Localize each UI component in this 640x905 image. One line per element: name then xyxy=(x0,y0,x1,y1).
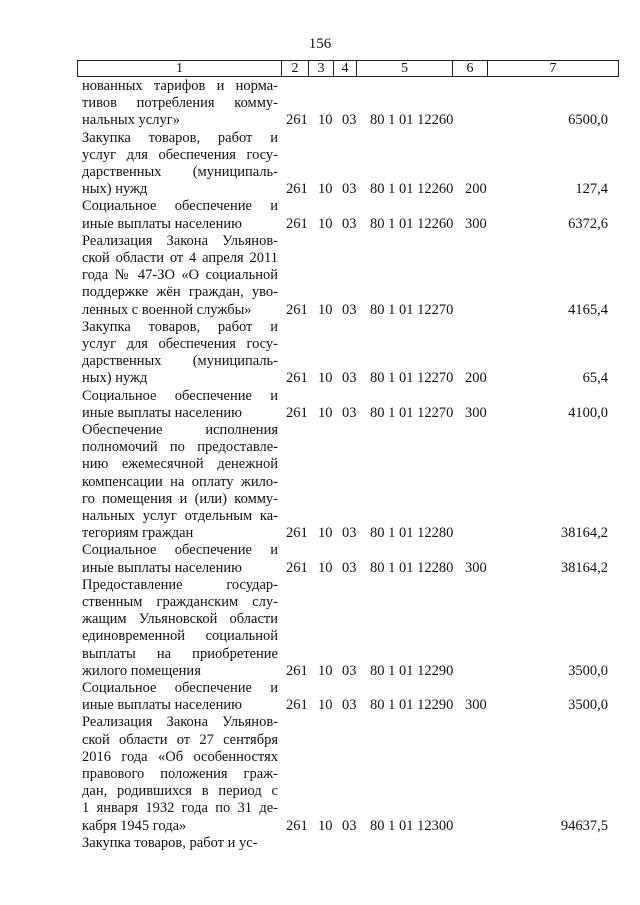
description-line: тегориям граждан xyxy=(82,525,194,542)
cell-c3: 10 xyxy=(318,112,333,129)
cell-c6: 200 xyxy=(465,370,487,387)
description-line: дарственных (муниципаль- xyxy=(82,353,278,370)
row-description xyxy=(82,388,278,422)
header-col-5: 5 xyxy=(357,61,453,77)
row-description xyxy=(82,835,278,852)
description-line: нальных услуг» xyxy=(82,112,180,129)
description-line: иные выплаты населению xyxy=(82,697,242,714)
description-line: жилого помещения xyxy=(82,662,201,679)
cell-c5: 80 1 01 12260 xyxy=(370,215,454,232)
cell-c2: 261 xyxy=(286,525,308,542)
cell-c7: 4100,0 xyxy=(568,404,608,421)
cell-c7: 4165,4 xyxy=(568,301,608,318)
header-col-6: 6 xyxy=(453,61,488,77)
cell-c3: 10 xyxy=(318,215,333,232)
description-line: иные выплаты населению xyxy=(82,404,242,421)
row-description xyxy=(82,78,278,130)
cell-c2: 261 xyxy=(286,697,308,714)
cell-c5: 80 1 01 12260 xyxy=(370,181,454,198)
cell-c4: 03 xyxy=(342,662,357,679)
description-line: Закупка товаров, работ и ус- xyxy=(82,834,258,851)
cell-c5: 80 1 01 12300 xyxy=(370,817,454,834)
cell-c3: 10 xyxy=(318,301,333,318)
description-line: жащим Ульяновской области xyxy=(82,611,278,628)
description-line: кабря 1945 года» xyxy=(82,817,187,834)
header-col-3: 3 xyxy=(309,61,334,77)
description-line: компенсации на оплату жило- xyxy=(82,473,278,490)
cell-c3: 10 xyxy=(318,525,333,542)
row-description xyxy=(82,422,278,542)
description-line: нию ежемесячной денежной xyxy=(82,456,278,473)
description-line: ных) нужд xyxy=(82,181,148,198)
cell-c4: 03 xyxy=(342,370,357,387)
cell-c2: 261 xyxy=(286,301,308,318)
description-line: иные выплаты населению xyxy=(82,215,242,232)
description-line: Закупка товаров, работ и xyxy=(82,318,278,335)
cell-c5: 80 1 01 12280 xyxy=(370,525,454,542)
description-line: 1 января 1932 года по 31 де- xyxy=(82,800,278,817)
cell-c4: 03 xyxy=(342,215,357,232)
row-description xyxy=(82,130,278,199)
description-line: го помещения и (или) комму- xyxy=(82,490,278,507)
cell-c7: 6372,6 xyxy=(568,215,608,232)
description-line: иные выплаты населению xyxy=(82,559,242,576)
description-line: Обеспечение исполнения xyxy=(82,422,278,438)
row-description xyxy=(82,233,278,319)
cell-c7: 6500,0 xyxy=(568,112,608,129)
row-description xyxy=(82,319,278,388)
cell-c3: 10 xyxy=(318,697,333,714)
description-line: Закупка товаров, работ и xyxy=(82,129,278,146)
cell-c4: 03 xyxy=(342,559,357,576)
header-col-4: 4 xyxy=(334,61,357,77)
cell-c2: 261 xyxy=(286,404,308,421)
cell-c2: 261 xyxy=(286,817,308,834)
cell-c4: 03 xyxy=(342,181,357,198)
cell-c5: 80 1 01 12270 xyxy=(370,301,454,318)
header-col-2: 2 xyxy=(282,61,309,77)
cell-c2: 261 xyxy=(286,181,308,198)
cell-c5: 80 1 01 12290 xyxy=(370,662,454,679)
cell-c7: 38164,2 xyxy=(560,559,608,576)
cell-c2: 261 xyxy=(286,662,308,679)
cell-c4: 03 xyxy=(342,525,357,542)
description-line: дан, родившихся в период с xyxy=(82,783,278,800)
header-col-1: 1 xyxy=(78,61,282,77)
description-line: выплаты на приобретение xyxy=(82,645,278,662)
description-line: Социальное обеспечение и xyxy=(82,542,278,559)
cell-c6: 300 xyxy=(465,697,487,714)
row-description xyxy=(82,714,278,834)
table-header xyxy=(77,60,619,77)
description-line: ных) нужд xyxy=(82,370,148,387)
cell-c6: 200 xyxy=(465,181,487,198)
cell-c5: 80 1 01 12280 xyxy=(370,559,454,576)
description-line: поддержке жён граждан, уво- xyxy=(82,284,278,301)
row-description xyxy=(82,680,278,714)
cell-c7: 3500,0 xyxy=(568,697,608,714)
description-line: Социальное обеспечение и xyxy=(82,198,278,215)
description-line: тивов потребления комму- xyxy=(82,95,278,112)
cell-c7: 38164,2 xyxy=(560,525,608,542)
cell-c2: 261 xyxy=(286,112,308,129)
description-line: правового положения граж- xyxy=(82,766,278,782)
description-line: услуг для обеспечения госу- xyxy=(82,146,278,163)
description-line: года № 47-ЗО «О социальной xyxy=(82,267,278,284)
cell-c4: 03 xyxy=(342,817,357,834)
cell-c3: 10 xyxy=(318,662,333,679)
cell-c4: 03 xyxy=(342,404,357,421)
row-description xyxy=(82,542,278,576)
cell-c5: 80 1 01 12270 xyxy=(370,404,454,421)
cell-c5: 80 1 01 12270 xyxy=(370,370,454,387)
cell-c6: 300 xyxy=(465,559,487,576)
cell-c3: 10 xyxy=(318,370,333,387)
cell-c7: 127,4 xyxy=(575,181,608,198)
cell-c6: 300 xyxy=(465,404,487,421)
description-line: нованных тарифов и норма- xyxy=(82,78,278,94)
description-line: полномочий по предоставле- xyxy=(82,439,278,456)
cell-c7: 65,4 xyxy=(582,370,608,387)
description-line: единовременной социальной xyxy=(82,628,278,645)
row-description xyxy=(82,577,278,680)
description-line: Социальное обеспечение и xyxy=(82,680,278,696)
cell-c2: 261 xyxy=(286,215,308,232)
cell-c3: 10 xyxy=(318,404,333,421)
cell-c6: 300 xyxy=(465,215,487,232)
header-col-7: 7 xyxy=(488,61,619,77)
description-line: ской области от 27 сентября xyxy=(82,731,278,748)
cell-c3: 10 xyxy=(318,559,333,576)
row-description xyxy=(82,198,278,232)
cell-c3: 10 xyxy=(318,181,333,198)
cell-c4: 03 xyxy=(342,301,357,318)
cell-c5: 80 1 01 12290 xyxy=(370,697,454,714)
cell-c2: 261 xyxy=(286,559,308,576)
description-line: нальных услуг отдельным ка- xyxy=(82,508,278,525)
cell-c5: 80 1 01 12260 xyxy=(370,112,454,129)
description-line: Социальное обеспечение и xyxy=(82,387,278,404)
page-number: 156 xyxy=(308,36,332,52)
description-line: ленных с военной службы» xyxy=(82,301,252,318)
description-line: ственным гражданским слу- xyxy=(82,594,278,610)
cell-c4: 03 xyxy=(342,697,357,714)
cell-c7: 94637,5 xyxy=(560,817,608,834)
description-line: Реализация Закона Ульянов- xyxy=(82,232,278,249)
description-line: услуг для обеспечения госу- xyxy=(82,336,278,352)
cell-c7: 3500,0 xyxy=(568,662,608,679)
description-line: ской области от 4 апреля 2011 xyxy=(82,250,278,266)
cell-c3: 10 xyxy=(318,817,333,834)
description-line: дарственных (муниципаль- xyxy=(82,164,278,180)
description-line: Реализация Закона Ульянов- xyxy=(82,714,278,731)
cell-c2: 261 xyxy=(286,370,308,387)
description-line: Предоставление государ- xyxy=(82,576,278,593)
cell-c4: 03 xyxy=(342,112,357,129)
description-line: 2016 года «Об особенностях xyxy=(82,748,278,765)
